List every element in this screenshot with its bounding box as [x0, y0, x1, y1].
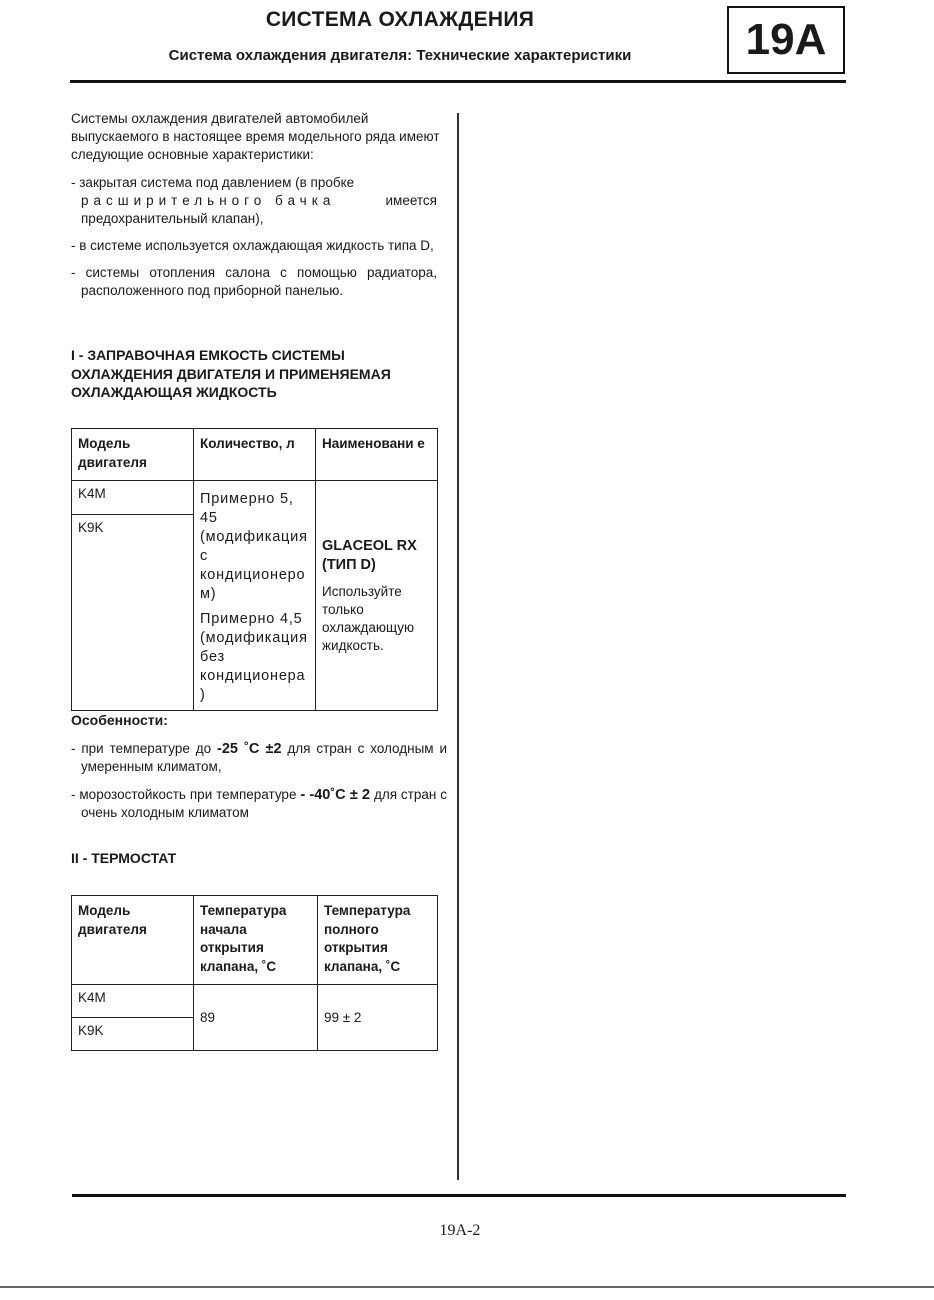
- table-row: [72, 985, 438, 1018]
- column-divider: [457, 113, 459, 1180]
- bullet-pressure-line2: [81, 192, 437, 210]
- feature-1-text: - при температуре до: [71, 741, 217, 756]
- page-title: СИСТЕМА ОХЛАЖДЕНИЯ: [265, 8, 535, 31]
- quantity-cell: [194, 481, 316, 711]
- feature-2-temp: - -40˚C ± 2: [300, 787, 371, 803]
- start-temp-value: 89: [194, 985, 318, 1051]
- full-temp-value: 99 ± 2: [318, 985, 438, 1051]
- engine-k4m: K4M: [72, 481, 194, 515]
- feature-2-rest: для стран с очень холодным климатом: [81, 787, 447, 820]
- thermostat-table: [71, 895, 438, 1051]
- col-header-name: Наименовани е: [316, 429, 438, 481]
- page-number: 19A-2: [439, 1222, 481, 1239]
- bullet-pressure-spaced: расширительного бачка: [81, 193, 336, 208]
- intro-bullet-list: [71, 174, 437, 300]
- col-header-engine: Модель двигателя: [72, 896, 194, 985]
- bullet-pressure-has: имеется: [385, 193, 437, 208]
- quantity-with-ac: Примерно 5, 45 (модификация с кондиционеро м): [200, 491, 308, 602]
- feature-1-rest: для стран с холодным и умеренным климатом,: [81, 741, 447, 774]
- feature-2-text: - морозостойкость при температуре: [71, 787, 301, 802]
- table-row: [72, 481, 438, 515]
- col-header-full-temp: Температура полного открытия клапана, ˚C: [318, 896, 438, 985]
- section-code-badge: 19A: [727, 6, 845, 74]
- bullet-pressure-line3: предохранительный клапан),: [81, 211, 264, 226]
- page-subtitle: Система охлаждения двигателя: Технические характеристики: [168, 47, 632, 64]
- fluid-name: GLACEOL RX (ТИП D): [322, 538, 417, 573]
- table-header-row: [72, 429, 438, 481]
- quantity-without-ac: Примерно 4,5 (модификация без кондиционера ): [200, 611, 308, 703]
- bullet-pressure-line1: - закрытая система под давлением (в пробке: [71, 175, 355, 190]
- footer-rule: [72, 1194, 846, 1197]
- coolant-capacity-table: [71, 428, 438, 711]
- fluid-note: Используйте только охлаждающую жидкость.: [322, 584, 415, 653]
- bullet-heating: - системы отопления салона с помощью радиатора, расположенного под приборной панелью.: [71, 265, 437, 298]
- engine-k4m: K4M: [72, 985, 194, 1018]
- bullet-coolant-type: - в системе используется охлаждающая жидкость типа D,: [71, 238, 434, 253]
- intro-paragraph: Системы охлаждения двигателей автомобилей выпускаемого в настоящее время модельного ряда имеют следующие основные характеристики:: [71, 111, 440, 162]
- section-1-heading: I - ЗАПРАВОЧНАЯ ЕМКОСТЬ СИСТЕМЫ ОХЛАЖДЕНИЯ ДВИГАТЕЛЯ И ПРИМЕНЯЕМАЯ ОХЛАЖДАЮЩАЯ ЖИДКОСТЬ: [71, 347, 391, 400]
- col-header-quantity: Количество, л: [194, 429, 316, 481]
- table-header-row: [72, 896, 438, 985]
- engine-k9k: K9K: [72, 515, 194, 711]
- section-2-heading: II - ТЕРМОСТАТ: [71, 850, 177, 866]
- bullet-pressure: [71, 174, 437, 228]
- fluid-cell: [316, 481, 438, 711]
- col-header-engine: Модель двигателя: [72, 429, 194, 481]
- col-header-start-temp: Температура начала открытия клапана, ˚C: [194, 896, 318, 985]
- header-rule: [70, 80, 846, 83]
- scan-edge-line: [0, 1286, 934, 1288]
- feature-cold-climate: [71, 740, 447, 776]
- feature-very-cold-climate: [71, 786, 447, 822]
- features-heading: Особенности:: [71, 712, 168, 728]
- engine-k9k: K9K: [72, 1018, 194, 1051]
- feature-1-temp: -25 ˚C ±2: [217, 741, 282, 757]
